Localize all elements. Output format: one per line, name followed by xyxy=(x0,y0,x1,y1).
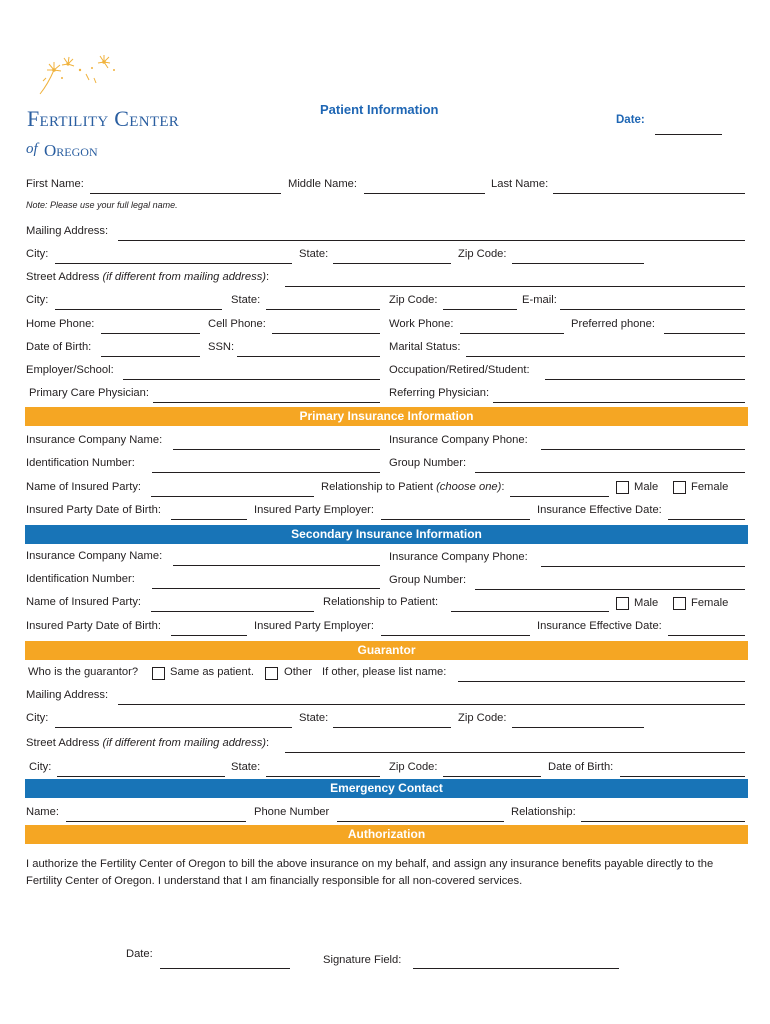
guarantor-state2-field[interactable] xyxy=(266,776,380,777)
primary-male-checkbox[interactable] xyxy=(616,481,629,494)
preferred-phone-label: Preferred phone: xyxy=(571,318,655,330)
middle-name-field[interactable] xyxy=(364,193,485,194)
secondary-group-field[interactable] xyxy=(475,589,745,590)
secondary-effective-date-field[interactable] xyxy=(668,635,745,636)
secondary-company-name-field[interactable] xyxy=(173,565,380,566)
last-name-label: Last Name: xyxy=(491,178,549,190)
guarantor-city2-label: City: xyxy=(29,761,52,773)
mailing-address-label: Mailing Address: xyxy=(26,225,109,237)
zip2-label: Zip Code: xyxy=(389,294,438,306)
emergency-contact-header: Emergency Contact xyxy=(25,779,748,798)
guarantor-mailing-address-field[interactable] xyxy=(118,704,745,705)
first-name-label: First Name: xyxy=(26,178,84,190)
same-as-patient-checkbox[interactable] xyxy=(152,667,165,680)
ssn-field[interactable] xyxy=(237,356,380,357)
secondary-female-label: Female xyxy=(691,597,729,609)
cell-phone-field[interactable] xyxy=(272,333,380,334)
header-date-label: Date: xyxy=(616,114,645,126)
primary-relationship-text: Relationship to Patient xyxy=(321,481,433,493)
primary-company-phone-label: Insurance Company Phone: xyxy=(389,434,528,446)
home-phone-label: Home Phone: xyxy=(26,318,95,330)
primary-effective-date-label: Insurance Effective Date: xyxy=(537,504,662,516)
emergency-name-field[interactable] xyxy=(66,821,246,822)
guarantor-state-label: State: xyxy=(299,712,329,724)
last-name-field[interactable] xyxy=(553,193,745,194)
authorization-header: Authorization xyxy=(25,825,748,844)
guarantor-zip-field[interactable] xyxy=(512,727,644,728)
primary-insured-dob-label: Insured Party Date of Birth: xyxy=(26,504,161,516)
logo-oregon: Oregon xyxy=(44,141,98,160)
primary-group-field[interactable] xyxy=(475,472,745,473)
dob-field[interactable] xyxy=(101,356,200,357)
secondary-insured-dob-label: Insured Party Date of Birth: xyxy=(26,620,161,632)
pcp-label: Primary Care Physician: xyxy=(29,387,149,399)
secondary-company-phone-field[interactable] xyxy=(541,566,745,567)
primary-id-label: Identification Number: xyxy=(26,457,135,469)
logo-of: of xyxy=(26,141,38,157)
city2-label: City: xyxy=(26,294,49,306)
header-date-field[interactable] xyxy=(655,134,722,135)
authorization-text: I authorize the Fertility Center of Oregon to bill the above insurance on my behalf, and assign any insurance benefits payable directly to the Fertility Center of Oregon. I understand that I am financially responsible for all non-covered services. xyxy=(26,858,714,887)
city2-field[interactable] xyxy=(55,309,222,310)
zip-field[interactable] xyxy=(512,263,644,264)
guarantor-dob-field[interactable] xyxy=(620,776,745,777)
secondary-id-field[interactable] xyxy=(152,588,380,589)
emergency-phone-label: Phone Number xyxy=(254,806,330,818)
street-address-text: Street Address xyxy=(26,271,100,283)
secondary-id-label: Identification Number: xyxy=(26,573,135,585)
employer-label: Employer/School: xyxy=(26,364,114,376)
ssn-label: SSN: xyxy=(208,341,235,353)
work-phone-label: Work Phone: xyxy=(389,318,454,330)
referring-field[interactable] xyxy=(493,402,745,403)
guarantor-street-address-label xyxy=(26,737,269,750)
primary-relationship-colon: : xyxy=(501,481,505,493)
emergency-name-label: Name: xyxy=(26,806,59,818)
dandelion-logo-icon xyxy=(34,44,126,100)
employer-field[interactable] xyxy=(123,379,380,380)
primary-company-phone-field[interactable] xyxy=(541,449,745,450)
guarantor-header: Guarantor xyxy=(25,641,748,660)
secondary-insurance-header: Secondary Insurance Information xyxy=(25,525,748,544)
secondary-company-name-label: Insurance Company Name: xyxy=(26,550,163,562)
zip-label: Zip Code: xyxy=(458,248,507,260)
marital-status-field[interactable] xyxy=(466,356,745,357)
guarantor-name-field[interactable] xyxy=(458,681,745,682)
secondary-female-checkbox[interactable] xyxy=(673,597,686,610)
logo-title: Fertility Center xyxy=(27,106,180,131)
street-address-field[interactable] xyxy=(285,286,745,287)
occupation-field[interactable] xyxy=(545,379,745,380)
cell-phone-label: Cell Phone: xyxy=(208,318,266,330)
secondary-effective-date-label: Insurance Effective Date: xyxy=(537,620,662,632)
legal-name-note: Note: Please use your full legal name. xyxy=(26,200,178,210)
other-guarantor-label: Other xyxy=(284,666,312,678)
signature-date-label: Date: xyxy=(126,948,153,960)
primary-relationship-label xyxy=(321,481,504,494)
pcp-field[interactable] xyxy=(153,402,380,403)
page-title: Patient Information xyxy=(320,102,439,117)
marital-status-label: Marital Status: xyxy=(389,341,461,353)
if-other-label: If other, please list name: xyxy=(322,666,447,678)
street-address-label xyxy=(26,271,269,284)
state-label: State: xyxy=(299,248,329,260)
primary-choose-one: (choose one) xyxy=(436,481,502,493)
guarantor-state-field[interactable] xyxy=(333,727,451,728)
guarantor-city-field[interactable] xyxy=(55,727,292,728)
state2-label: State: xyxy=(231,294,261,306)
primary-insurance-header: Primary Insurance Information xyxy=(25,407,748,426)
city-field[interactable] xyxy=(55,263,292,264)
secondary-group-label: Group Number: xyxy=(389,574,467,586)
primary-female-checkbox[interactable] xyxy=(673,481,686,494)
street-address-note: (if different from mailing address) xyxy=(102,271,267,283)
first-name-field[interactable] xyxy=(90,193,281,194)
secondary-male-label: Male xyxy=(634,597,659,609)
guarantor-mailing-address-label: Mailing Address: xyxy=(26,689,109,701)
secondary-insured-name-label: Name of Insured Party: xyxy=(26,596,142,608)
secondary-relationship-label: Relationship to Patient: xyxy=(323,596,439,608)
signature-field[interactable] xyxy=(413,968,619,969)
primary-effective-date-field[interactable] xyxy=(668,519,745,520)
preferred-phone-field[interactable] xyxy=(664,333,745,334)
guarantor-city2-field[interactable] xyxy=(57,776,225,777)
secondary-insured-employer-label: Insured Party Employer: xyxy=(254,620,375,632)
signature-label: Signature Field: xyxy=(323,954,402,966)
guarantor-street-address-text: Street Address xyxy=(26,737,100,749)
guarantor-city-label: City: xyxy=(26,712,49,724)
zip2-field[interactable] xyxy=(443,309,517,310)
secondary-insured-name-field[interactable] xyxy=(151,611,314,612)
primary-id-field[interactable] xyxy=(152,472,380,473)
secondary-male-checkbox[interactable] xyxy=(616,597,629,610)
occupation-label: Occupation/Retired/Student: xyxy=(389,364,530,376)
guarantor-state2-label: State: xyxy=(231,761,261,773)
referring-label: Referring Physician: xyxy=(389,387,490,399)
same-as-patient-label: Same as patient. xyxy=(170,666,254,678)
guarantor-street-address-colon: : xyxy=(266,737,270,749)
secondary-insured-employer-field[interactable] xyxy=(381,635,530,636)
email-field[interactable] xyxy=(560,309,745,310)
mailing-address-field[interactable] xyxy=(118,240,745,241)
guarantor-zip-label: Zip Code: xyxy=(458,712,507,724)
middle-name-label: Middle Name: xyxy=(288,178,358,190)
secondary-relationship-field[interactable] xyxy=(451,611,609,612)
signature-date-field[interactable] xyxy=(160,968,290,969)
secondary-company-phone-label: Insurance Company Phone: xyxy=(389,551,528,563)
emergency-relationship-label: Relationship: xyxy=(511,806,576,818)
work-phone-field[interactable] xyxy=(460,333,564,334)
state-field[interactable] xyxy=(333,263,451,264)
dob-label: Date of Birth: xyxy=(26,341,92,353)
guarantor-street-address-note: (if different from mailing address) xyxy=(102,737,267,749)
guarantor-who-label: Who is the guarantor? xyxy=(28,666,139,678)
primary-insured-dob-field[interactable] xyxy=(171,519,247,520)
home-phone-field[interactable] xyxy=(101,333,200,334)
primary-relationship-field[interactable] xyxy=(510,496,609,497)
guarantor-street-address-field[interactable] xyxy=(285,752,745,753)
email-label: E-mail: xyxy=(522,294,557,306)
other-guarantor-checkbox[interactable] xyxy=(265,667,278,680)
emergency-relationship-field[interactable] xyxy=(581,821,745,822)
primary-company-name-field[interactable] xyxy=(173,449,380,450)
street-address-colon: : xyxy=(266,271,270,283)
guarantor-zip2-field[interactable] xyxy=(443,776,541,777)
primary-company-name-label: Insurance Company Name: xyxy=(26,434,163,446)
guarantor-zip2-label: Zip Code: xyxy=(389,761,438,773)
city-label: City: xyxy=(26,248,49,260)
emergency-phone-field[interactable] xyxy=(337,821,504,822)
primary-female-label: Female xyxy=(691,481,729,493)
primary-insured-name-label: Name of Insured Party: xyxy=(26,481,142,493)
primary-male-label: Male xyxy=(634,481,659,493)
secondary-insured-dob-field[interactable] xyxy=(171,635,247,636)
guarantor-dob-label: Date of Birth: xyxy=(548,761,614,773)
primary-group-label: Group Number: xyxy=(389,457,467,469)
primary-insured-employer-label: Insured Party Employer: xyxy=(254,504,375,516)
state2-field[interactable] xyxy=(266,309,380,310)
primary-insured-name-field[interactable] xyxy=(151,496,314,497)
primary-insured-employer-field[interactable] xyxy=(381,519,530,520)
